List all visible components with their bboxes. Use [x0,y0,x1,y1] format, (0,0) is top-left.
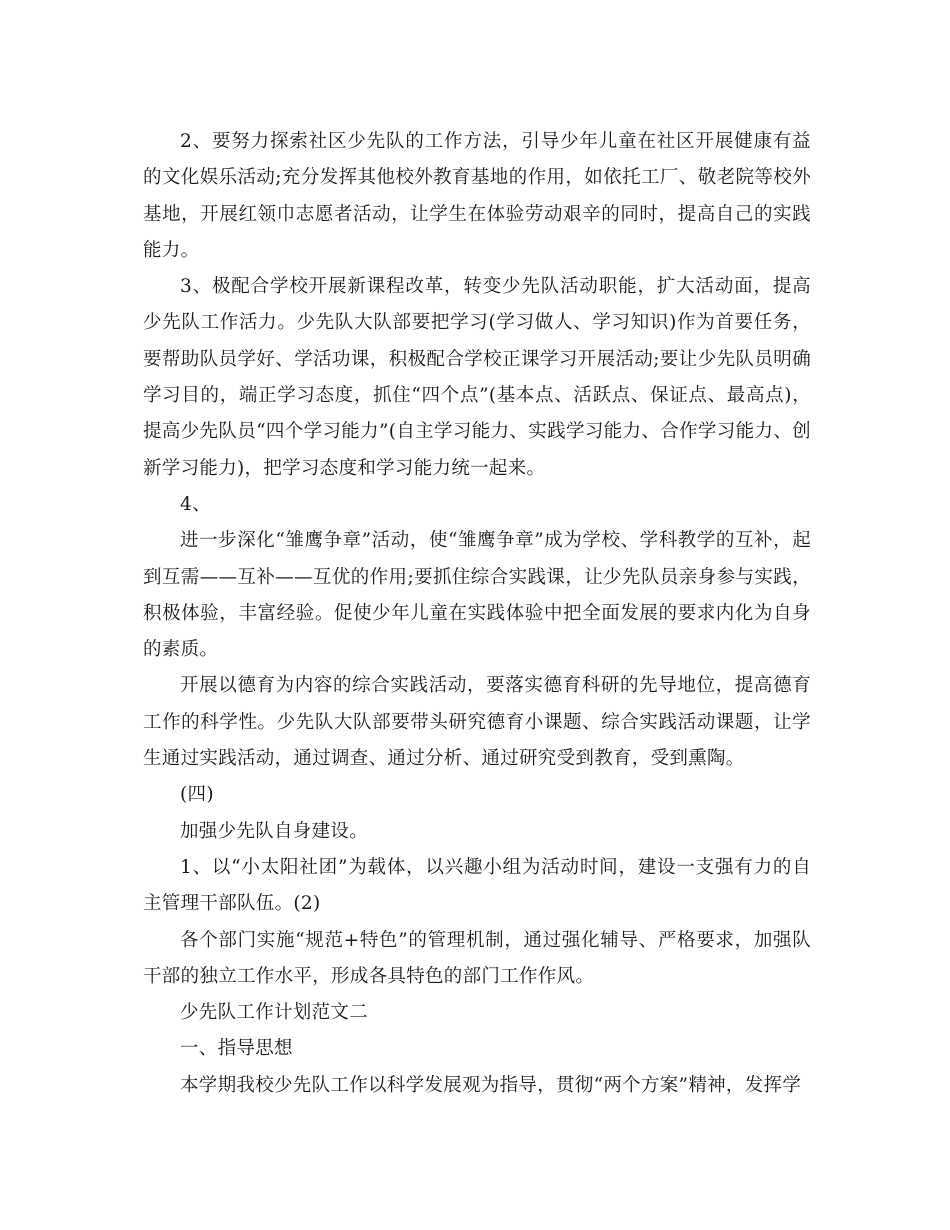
document-body [143,124,811,1104]
heading-sample-two: 少先队工作计划范文二 [180,1002,369,1024]
paragraph-eagle-badge: 进一步深化“雏鹰争章”活动，使“雏鹰争章”成为学校、学科教学的互补，起到互需——互补——互优的作用;要抓住综合实践课，让少先队员亲身参与实践，积极体验，丰富经验。促使少年儿童在实践体验中把全面发展的要求内化为自身的素质。 [143,530,811,661]
heading-guiding-ideology: 一、指导思想 [180,1038,293,1060]
paragraph-item-4-number: 4、 [180,493,211,515]
paragraph-self-building: 加强少先队自身建设。 [180,820,369,842]
paragraph-little-sun-club: 1、以“小太阳社团”为载体，以兴趣小组为活动时间，建设一支强有力的自主管理干部队伍。(2) [143,856,811,915]
section-heading-4: (四) [180,784,214,806]
paragraph-moral-practice: 开展以德育为内容的综合实践活动，要落实德育科研的先导地位，提高德育工作的科学性。少先队大队部要带头研究德育小课题、综合实践活动课题，让学生通过实践活动，通过调查、通过分析、通过研究受到教育，受到熏陶。 [143,675,811,770]
paragraph-management-mechanism: 各个部门实施“规范+特色”的管理机制，通过强化辅导、严格要求，加强队干部的独立工作水平，形成各具特色的部门工作作风。 [143,929,811,987]
paragraph-curriculum-reform: 3、极配合学校开展新课程改革，转变少先队活动职能，扩大活动面，提高少先队工作活力。少先队大队部要把学习(学习做人、学习知识)作为首要任务，要帮助队员学好、学活功课，积极配合学校正课学习开展活动;要让少先队员明确学习目的，端正学习态度，抓住“四个点”(基本点、活跃点、保证点、最高点)，提高少先队员“四个学习能力”(自主学习能力、实践学习能力、合作学习能力、创新学习能力)，把学习态度和学习能力统一起来。 [143,276,812,479]
paragraph-community-work: 2、要努力探索社区少先队的工作方法，引导少年儿童在社区开展健康有益的文化娱乐活动;充分发挥其他校外教育基地的作用，如依托工厂、敬老院等校外基地，开展红领巾志愿者活动，让学生在体验劳动艰辛的同时，提高自己的实践能力。 [143,131,811,261]
paragraph-semester-intro: 本学期我校少先队工作以科学发展观为指导，贯彻“两个方案”精神，发挥学 [180,1074,802,1096]
